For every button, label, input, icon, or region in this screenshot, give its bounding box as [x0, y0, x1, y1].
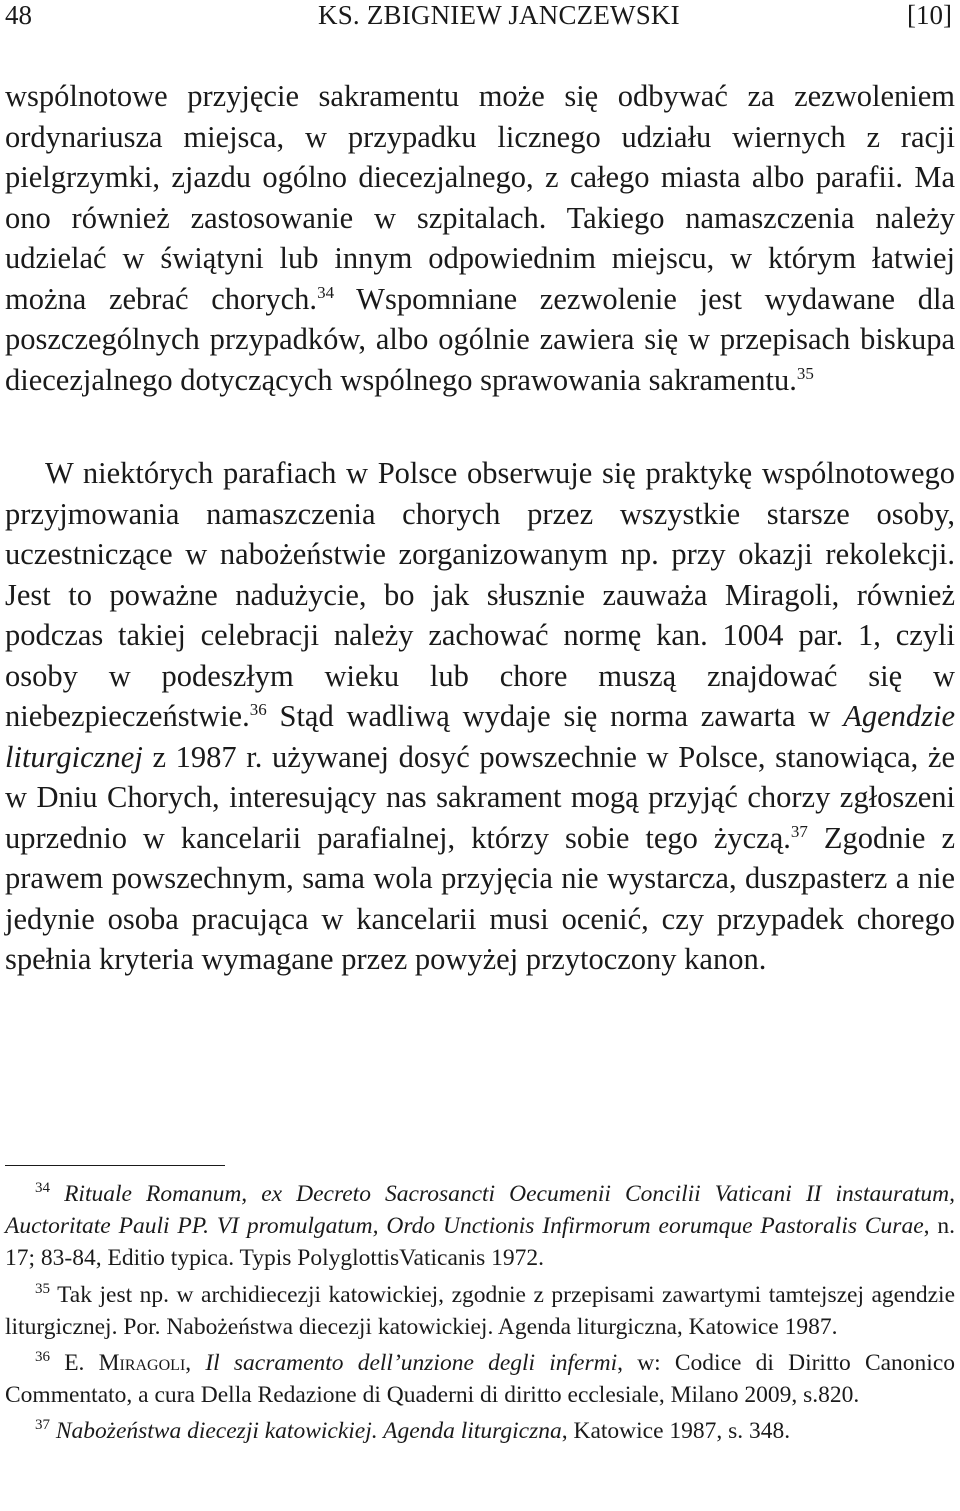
footnote-number: 35	[35, 1280, 50, 1297]
footnote-37	[5, 1415, 955, 1447]
footnote-36	[5, 1347, 955, 1411]
footnote-ref-34[interactable]: 34	[317, 282, 335, 302]
paragraph-text: W niektórych parafiach w Polsce obserwuje się praktykę wspólnotowego przyjmowania namaszczenia chorych przez wszystkie starsze osoby, uczestniczące w nabożeństwie zorganizowanym np. przy okazji rekolekcji. Jest to poważne nadużycie, bo jak słusznie zauważa Miragoli, również podczas takiej celebracji należy zachować normę kan. 1004 par. 1, czyli osoby w podeszłym wieku lub chore muszą znajdować się w niebezpieczeństwie.	[5, 456, 955, 733]
footnote-separator-text: ,	[185, 1350, 206, 1377]
footnote-ref-37[interactable]: 37	[790, 821, 808, 841]
footnote-text: , n. 17; 83-84, Editio typica. Typis PolyglottisVaticanis 1972.	[5, 1213, 955, 1272]
page-number: 48	[5, 0, 32, 30]
body-paragraph-1	[5, 76, 955, 400]
body-paragraph-2	[5, 453, 955, 980]
footnote-text: , w: Codice di Diritto Canonico Commentato, a cura Della Redazione di Quaderni di diritto ecclesiale, Milano 2009, s.820.	[5, 1350, 956, 1409]
footnote-35	[5, 1279, 955, 1343]
footnote-number: 36	[35, 1349, 50, 1366]
section-number: [10]	[907, 0, 952, 30]
footnote-text: , Katowice 1987, s. 348.	[561, 1418, 791, 1445]
page-header	[0, 0, 960, 40]
paragraph-text: z 1987 r. używanej dosyć powszechnie w Polsce, stanowiąca, że w Dniu Chorych, interesujący nas sakrament mogą przyjąć chorzy zgłoszeni uprzednio w kancelarii parafialnej, którzy sobie tego życzą.	[5, 739, 955, 855]
footnotes	[5, 1178, 955, 1452]
paragraph-text: wspólnotowe przyjęcie sakramentu może się odbywać za zezwoleniem ordynariusza miejsca, w przypadku licznego udziału wiernych z racji pielgrzymki, zjazdu ogólno diecezjalnego, z całego miasta albo parafii. Ma ono również zastosowanie w szpitalach. Takiego namaszczenia należy udzielać w świątyni lub innym odpowiednim miejscu, w którym łatwiej można zebrać chorych.	[5, 79, 955, 316]
footnote-italic: Il sacramento dell’unzione degli infermi	[205, 1350, 618, 1377]
footnote-italic: Nabożeństwa diecezji katowickiej. Agenda liturgiczna	[55, 1418, 562, 1445]
footnote-ref-35[interactable]: 35	[796, 363, 814, 383]
footnote-number: 37	[35, 1417, 50, 1434]
footnote-author-surname: Miragoli	[98, 1350, 186, 1377]
footnote-ref-36[interactable]: 36	[249, 699, 267, 719]
footnote-number: 34	[35, 1180, 50, 1197]
footnote-author-initial: E.	[64, 1350, 99, 1377]
footnote-text: Tak jest np. w archidiecezji katowickiej, zgodnie z przepisami zawartymi tamtejszej agendzie liturgicznej. Por. Nabożeństwa diecezji katowickiej. Agenda liturgiczna, Katowice 1987.	[5, 1281, 955, 1340]
footnote-separator	[5, 1165, 225, 1166]
footnote-34	[5, 1178, 955, 1275]
paragraph-text: Stąd wadliwą wydaje się norma zawarta w	[266, 699, 844, 733]
paragraph-text: Zgodnie z prawem powszechnym, sama wola przyjęcia nie wystarcza, duszpasterz a nie jedynie osoba pracująca w kancelarii musi ocenić, czy przypadek chorego spełnia kryteria wymagane przez powyżej przytoczony kanon.	[5, 820, 955, 976]
paragraph-text: Wspomniane zezwolenie jest wydawane dla poszczególnych przypadków, albo ogólnie zawiera się w przepisach biskupa diecezjalnego dotyczących wspólnego sprawowania sakramentu.	[5, 281, 955, 397]
footnote-italic: Rituale Romanum, ex Decreto Sacrosancti Oecumenii Concilii Vaticani II instauratum, Auctoritate Pauli PP. VI promulgatum, Ordo Unctionis Infirmorum eorumque Pastoralis Curae	[5, 1181, 956, 1240]
running-head: KS. ZBIGNIEW JANCZEWSKI	[318, 0, 680, 30]
italic-title: Agendzie liturgicznej	[5, 699, 955, 774]
